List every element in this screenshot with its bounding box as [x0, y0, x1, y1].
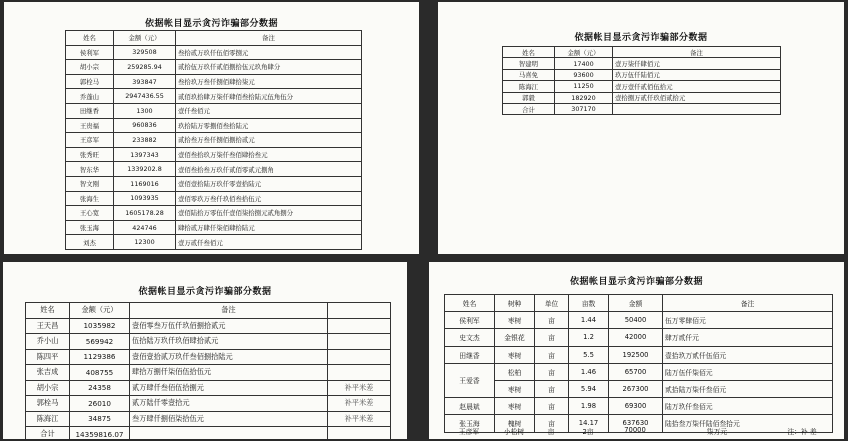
table-row [66, 89, 362, 104]
table-cell: 金银花 [495, 329, 535, 346]
document-page-4 [429, 262, 844, 439]
table-row [445, 312, 833, 329]
column-header: 姓名 [26, 303, 70, 319]
table-cell: 1.44 [569, 312, 609, 329]
partial-row-cell: 2亩 [582, 428, 594, 436]
table-cell: 刘杰 [66, 235, 114, 250]
table-cell [613, 103, 781, 114]
partial-row-cell: 小松树 [503, 428, 525, 436]
table-cell: 亩 [535, 329, 569, 346]
column-header: 姓名 [445, 295, 495, 312]
table-row [26, 349, 391, 365]
table-header-row [445, 295, 833, 312]
column-header: 备注 [663, 295, 833, 312]
table-cell: 贰佰玖拾肆万柒仟肆佰叁拾陆元伍角伍分 [176, 89, 362, 104]
table-cell: 智建明 [503, 58, 555, 69]
table-cell: 壹万柒仟肆佰元 [613, 58, 781, 69]
table-cell: 960836 [114, 118, 176, 133]
document-page-3 [3, 262, 407, 439]
table-cell: 王爱香 [445, 363, 495, 397]
table-cell: 12300 [114, 235, 176, 250]
table-cell: 郭毅 [503, 92, 555, 103]
table-header-row [503, 47, 781, 58]
table-cell: 陈四平 [26, 349, 70, 365]
table-cell: 补平米差 [328, 380, 391, 396]
partial-table-row [444, 426, 832, 436]
table-cell: 65700 [609, 363, 663, 380]
table-row [26, 396, 391, 412]
partial-row-cell: 柒万元 [706, 428, 728, 436]
table-cell: 叁拾贰万玖仟伍佰零捌元 [176, 45, 362, 60]
table-cell: 合计 [503, 103, 555, 114]
table-cell: 1.46 [569, 363, 609, 380]
partial-row-cell: 王彦军 [458, 428, 480, 436]
table-cell: 637630 [609, 415, 663, 432]
table-cell: 11250 [555, 81, 613, 92]
table-cell: 陈海江 [26, 411, 70, 427]
table-cell: 5.94 [569, 380, 609, 397]
table-cell: 壹佰零叁万伍仟玖佰捌拾贰元 [130, 318, 328, 334]
table-cell: 肆拾贰万肆仟柒佰肆拾陆元 [176, 220, 362, 235]
table-cell: 亩 [535, 346, 569, 363]
table-row [26, 365, 391, 381]
table-cell: 34875 [70, 411, 130, 427]
table-cell: 1169016 [114, 176, 176, 191]
table-cell: 408755 [70, 365, 130, 381]
table-cell: 补平米差 [328, 396, 391, 412]
table-row [66, 45, 362, 60]
table-cell [130, 427, 328, 440]
data-table [444, 294, 833, 433]
table-cell: 壹仟叁佰元 [176, 103, 362, 118]
table-row [26, 427, 391, 440]
table-cell: 267300 [609, 380, 663, 397]
table-cell: 壹佰叁拾叁万玖仟贰佰零贰元捌角 [176, 162, 362, 177]
table-cell: 王贵福 [66, 118, 114, 133]
column-header: 姓名 [66, 31, 114, 46]
table-cell: 陆万玖仟叁佰元 [663, 398, 833, 415]
table-cell: 贰拾伍万玖仟贰佰捌拾伍元玖角肆分 [176, 60, 362, 75]
table-cell: 1.2 [569, 329, 609, 346]
table-cell: 壹佰陆拾万零伍仟壹佰柒拾捌元贰角捌分 [176, 206, 362, 221]
table-row [66, 103, 362, 118]
table-row [445, 380, 833, 397]
table-cell: 壹佰壹拾陆万玖仟零壹拾陆元 [176, 176, 362, 191]
table-cell: 1.98 [569, 398, 609, 415]
table-cell: 42000 [609, 329, 663, 346]
table-row [26, 334, 391, 350]
table-cell: 1300 [114, 103, 176, 118]
table-cell: 枣树 [495, 398, 535, 415]
table-cell: 智文刚 [66, 176, 114, 191]
column-header: 亩数 [569, 295, 609, 312]
table-cell: 亩 [535, 312, 569, 329]
table-cell: 枣树 [495, 346, 535, 363]
data-table [25, 302, 391, 439]
column-header: 备注 [130, 303, 328, 319]
table-header-row [26, 303, 391, 319]
table-row [445, 363, 833, 380]
table-cell: 亩 [535, 398, 569, 415]
table-cell: 张秀旺 [66, 147, 114, 162]
table-row [66, 133, 362, 148]
table-row [503, 92, 781, 103]
partial-row-cell: 亩 [547, 428, 555, 436]
table-cell: 马喜免 [503, 69, 555, 80]
table-cell: 田继香 [445, 346, 495, 363]
table-cell: 伍万零肆佰元 [663, 312, 833, 329]
table-row [445, 346, 833, 363]
table-cell: 壹佰壹拾贰万玖仟叁佰捌拾陆元 [130, 349, 328, 365]
table-cell: 郭栓马 [66, 74, 114, 89]
table-row [26, 411, 391, 427]
table-cell: 叁万肆仟捌佰柒拾伍元 [130, 411, 328, 427]
table-row [66, 206, 362, 221]
table-cell: 赵晨斌 [445, 398, 495, 415]
table-row [503, 69, 781, 80]
table-cell: 田继香 [66, 103, 114, 118]
table-cell [328, 365, 391, 381]
column-header: 姓名 [503, 47, 555, 58]
table-cell: 张玉海 [445, 415, 495, 432]
table-cell: 壹拾捌万贰仟玖佰贰拾元 [613, 92, 781, 103]
table-cell: 393847 [114, 74, 176, 89]
table-cell: 王彦军 [66, 133, 114, 148]
page-title: 依据帐目显示贪污诈骗部分数据 [569, 277, 703, 287]
table-cell: 329508 [114, 45, 176, 60]
table-cell: 1339202.8 [114, 162, 176, 177]
column-header: 备注 [176, 31, 362, 46]
table-cell: 肆万贰仟元 [663, 329, 833, 346]
table-cell: 陆万伍仟柒佰元 [663, 363, 833, 380]
table-cell: 1093935 [114, 191, 176, 206]
table-cell: 1605178.28 [114, 206, 176, 221]
table-cell: 424746 [114, 220, 176, 235]
table-cell: 5.5 [569, 346, 609, 363]
table-cell: 合计 [26, 427, 70, 440]
table-row [66, 162, 362, 177]
column-header: 树种 [495, 295, 535, 312]
table-cell [328, 334, 391, 350]
column-header: 金额 [609, 295, 663, 312]
table-cell: 壹佰零玖万叁仟玖佰叁拾伍元 [176, 191, 362, 206]
table-cell: 贰拾叁万叁仟捌佰捌拾贰元 [176, 133, 362, 148]
column-header: 金额（元） [114, 31, 176, 46]
table-cell: 亩 [535, 380, 569, 397]
table-cell: 叁拾玖万叁仟捌佰肆拾柒元 [176, 74, 362, 89]
table-cell: 松柏 [495, 363, 535, 380]
table-cell: 伍拾陆万玖仟玖佰肆拾贰元 [130, 334, 328, 350]
table-cell: 槐树 [495, 415, 535, 432]
column-header: 金额（元） [555, 47, 613, 58]
partial-row-cell: 70000 [624, 426, 646, 434]
table-cell: 233882 [114, 133, 176, 148]
table-row [503, 81, 781, 92]
page-title: 依据帐目显示贪污诈骗部分数据 [574, 33, 708, 43]
table-cell: 亩 [535, 415, 569, 432]
table-cell: 亩 [535, 363, 569, 380]
table-cell: 1035982 [70, 318, 130, 334]
table-row [503, 103, 781, 114]
table-cell: 17400 [555, 58, 613, 69]
table-cell: 259285.94 [114, 60, 176, 75]
table-row [66, 60, 362, 75]
table-cell [328, 318, 391, 334]
table-row [66, 235, 362, 250]
table-cell: 张玉海 [66, 220, 114, 235]
document-page-1 [4, 2, 419, 254]
table-row [445, 329, 833, 346]
table-cell [328, 427, 391, 440]
table-row [66, 176, 362, 191]
table-cell [328, 349, 391, 365]
table-cell: 侯利军 [66, 45, 114, 60]
table-cell: 陈海江 [503, 81, 555, 92]
table-cell: 1129386 [70, 349, 130, 365]
data-table [65, 30, 362, 250]
table-cell: 182920 [555, 92, 613, 103]
table-cell: 枣树 [495, 312, 535, 329]
data-table [502, 46, 781, 115]
table-cell: 张海生 [66, 191, 114, 206]
table-cell: 24358 [70, 380, 130, 396]
table-row [66, 191, 362, 206]
table-cell: 玖万伍仟陆佰元 [613, 69, 781, 80]
table-cell: 胡小宗 [26, 380, 70, 396]
table-row [26, 318, 391, 334]
table-cell: 14359816.07 [70, 427, 130, 440]
table-cell: 补平米差 [328, 411, 391, 427]
page-title: 依据帐目显示贪污诈骗部分数据 [138, 287, 272, 297]
partial-row-cell: 注：补 差 [787, 428, 817, 436]
table-row [66, 118, 362, 133]
table-cell: 侯利军 [445, 312, 495, 329]
page-title: 依据帐目显示贪污诈骗部分数据 [144, 19, 278, 29]
table-cell: 胡小宗 [66, 60, 114, 75]
table-header-row [66, 31, 362, 46]
table-cell: 王心宽 [66, 206, 114, 221]
table-row [66, 74, 362, 89]
table-row [503, 58, 781, 69]
column-header: 备注 [613, 47, 781, 58]
table-cell: 贰万陆仟零壹拾元 [130, 396, 328, 412]
table-cell: 贰拾陆万柒仟叁佰元 [663, 380, 833, 397]
table-cell: 史文杰 [445, 329, 495, 346]
table-cell: 26010 [70, 396, 130, 412]
table-cell: 张吉成 [26, 365, 70, 381]
table-cell: 郭栓马 [26, 396, 70, 412]
table-cell: 69300 [609, 398, 663, 415]
column-header: 金额（元） [70, 303, 130, 319]
table-row [26, 380, 391, 396]
table-cell: 1397343 [114, 147, 176, 162]
table-cell: 乔小山 [26, 334, 70, 350]
table-row [66, 147, 362, 162]
table-cell: 2947436.55 [114, 89, 176, 104]
table-cell: 50400 [609, 312, 663, 329]
column-header: 单位 [535, 295, 569, 312]
table-cell: 14.17 [569, 415, 609, 432]
table-cell: 192500 [609, 346, 663, 363]
table-cell: 壹万壹仟贰佰伍拾元 [613, 81, 781, 92]
table-cell: 壹拾玖万贰仟伍佰元 [663, 346, 833, 363]
table-cell: 壹万贰仟叁佰元 [176, 235, 362, 250]
table-cell: 93600 [555, 69, 613, 80]
table-cell: 陆拾叁万柒仟陆佰叁拾元 [663, 415, 833, 432]
table-cell: 肆拾万捌仟柒佰伍拾伍元 [130, 365, 328, 381]
table-cell: 乔蓬山 [66, 89, 114, 104]
table-row [445, 398, 833, 415]
table-cell: 569942 [70, 334, 130, 350]
table-cell: 壹佰叁拾玖万柒仟叁佰肆拾叁元 [176, 147, 362, 162]
column-header [328, 303, 391, 319]
document-page-2 [438, 2, 844, 254]
table-cell: 贰万肆仟叁佰伍拾捌元 [130, 380, 328, 396]
table-cell: 玖拾陆万零捌佰叁拾陆元 [176, 118, 362, 133]
table-row [66, 220, 362, 235]
table-cell: 枣树 [495, 380, 535, 397]
table-cell: 307170 [555, 103, 613, 114]
table-cell: 智东华 [66, 162, 114, 177]
table-cell: 王天昌 [26, 318, 70, 334]
